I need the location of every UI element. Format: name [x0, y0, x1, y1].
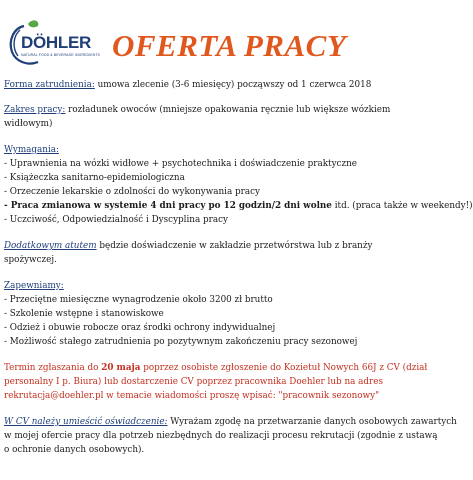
advantage-value: będzie doświadczenie w zakładzie przetwórstwa lub z branży spożywczej. [4, 241, 373, 265]
offer-section [4, 279, 420, 349]
deadline-text: poprzez osobiste zgłoszenie do Kozietuł Nowych 66J z CV (dział [140, 363, 428, 373]
consent-label: W CV należy umieścić oświadczenie: [4, 417, 168, 427]
requirement-item: - Uprawnienia na wózki widłowe + psychotechnika i doświadczenie praktyczne [4, 159, 357, 169]
requirement-item-shift [4, 199, 473, 213]
requirement-item: - Orzeczenie lekarskie o zdolności do wykonywania pracy [4, 187, 260, 197]
consent-notice [4, 415, 457, 457]
offer-item: - Szkolenie wstępne i stanowiskowe [4, 309, 164, 319]
work-scope [4, 103, 420, 131]
offer-item: - Przeciętne miesięczne wynagrodzenie około 3200 zł brutto [4, 295, 273, 305]
shift-bold: - Praca zmianowa w systemie 4 dni pracy po 12 godzin/2 dni wolne [4, 201, 332, 211]
deadline-date: 20 maja [101, 363, 141, 373]
requirements-section [4, 143, 473, 227]
deadline-line: rekrutacja@doehler.pl w temacie wiadomości proszę wpisać: "pracownik sezonowy" [4, 391, 380, 401]
header [0, 0, 423, 76]
deadline-line: personalny I p. Biura) lub dostarczenie CV poprzez pracownika Doehler lub na adres [4, 377, 383, 387]
employment-label: Forma zatrudnienia: [4, 80, 95, 90]
requirement-item: - Książeczka sanitarno-epidemiologiczna [4, 173, 185, 183]
deadline-line [4, 361, 428, 375]
consent-line: o ochronie danych osobowych). [4, 445, 145, 455]
employment-form [4, 78, 420, 92]
advantage-label: Dodatkowym atutem [4, 241, 97, 251]
offer-body [4, 78, 473, 457]
offer-heading: Zapewniamy: [4, 281, 64, 291]
consent-line: w mojej ofercie pracy dla potrzeb niezbędnych do realizacji procesu rekrutacji (zgodnie z ustawą [4, 431, 438, 441]
employment-value: umowa zlecenie (3-6 miesięcy) począwszy od 1 czerwca 2018 [94, 80, 372, 90]
doehler-logo [6, 20, 98, 68]
page-title: OFERTA PRACY [112, 28, 347, 63]
consent-text: Wyrażam zgodę na przetwarzanie danych osobowych zawartych [167, 417, 457, 427]
consent-line [4, 415, 457, 429]
shift-rest: itd. (praca także w weekendy!) [331, 201, 473, 211]
requirements-heading: Wymagania: [4, 145, 59, 155]
deadline-notice [4, 361, 428, 403]
offer-item: - Możliwość stałego zatrudnienia po pozytywnym zakończeniu pracy sezonowej [4, 337, 358, 347]
duties-label: Zakres pracy: [4, 105, 66, 115]
duties-value: rozładunek owoców (mniejsze opakowania ręcznie lub większe wózkiem widłowym) [4, 105, 391, 129]
advantage [4, 239, 420, 267]
offer-item: - Odzież i obuwie robocze oraz środki ochrony indywidualnej [4, 323, 276, 333]
logo-tagline: NATURAL FOOD & BEVERAGE INGREDIENTS [21, 53, 100, 57]
logo-wordmark: DÖHLER [21, 33, 91, 52]
deadline-text: Termin zgłaszania do [4, 363, 102, 373]
requirement-item: - Uczciwość, Odpowiedzialność i Dyscyplina pracy [4, 215, 228, 225]
